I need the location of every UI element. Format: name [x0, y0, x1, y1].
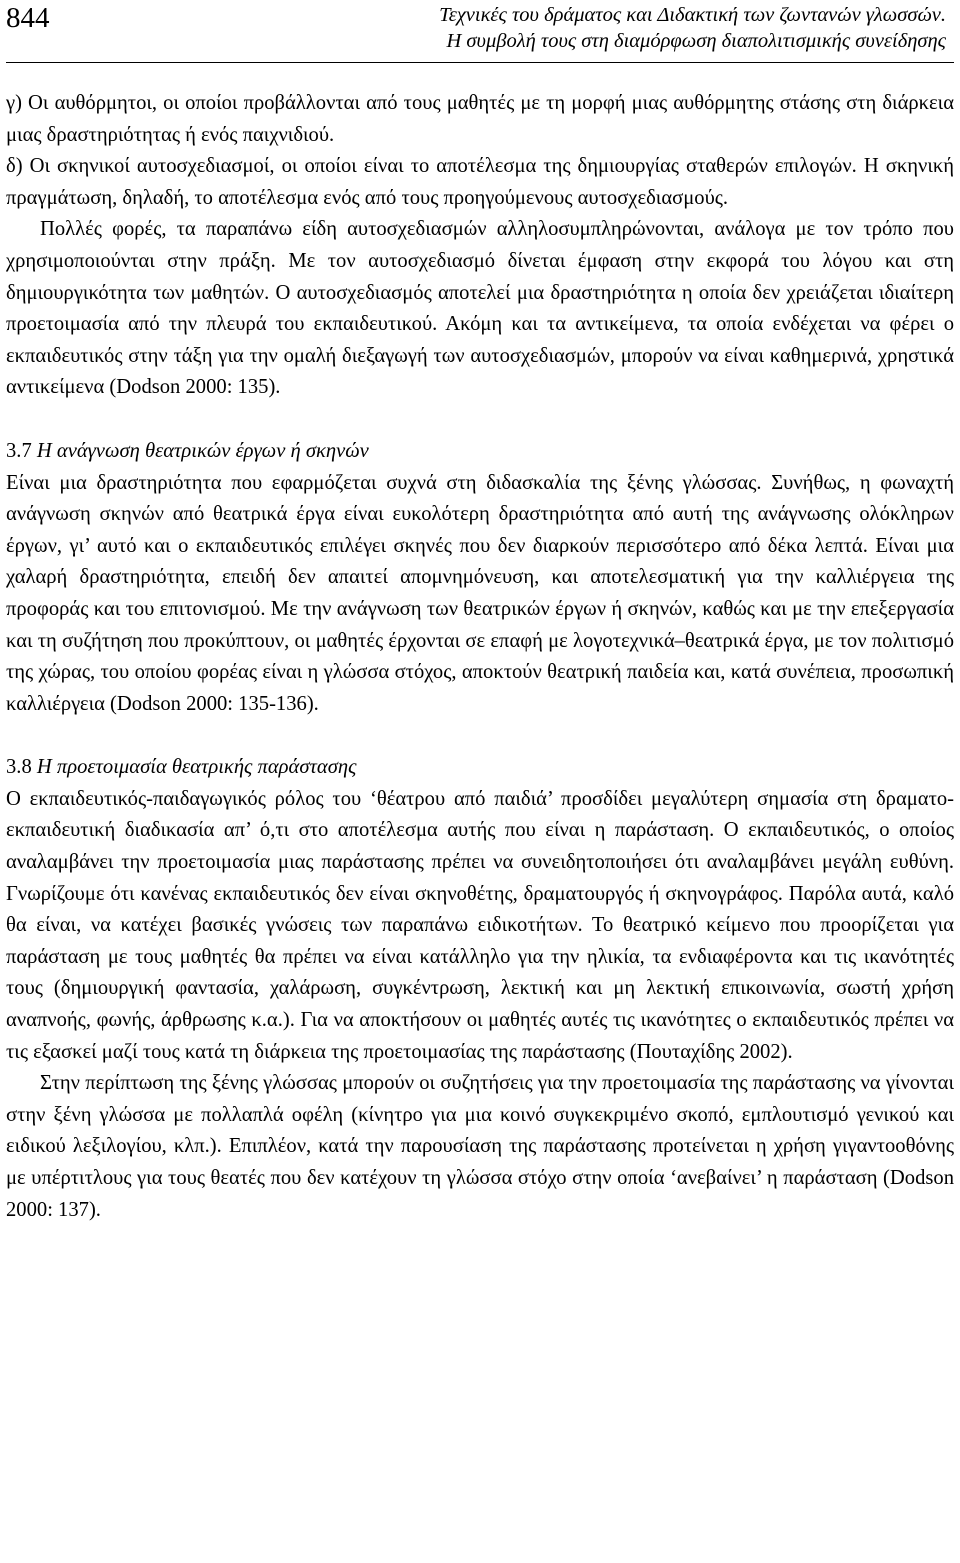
section-number: 3.7: [6, 439, 32, 462]
running-header-line-1: Τεχνικές του δράματος και Διδακτική των ζωντανών γλωσσών.: [439, 4, 946, 26]
section-heading-3-8: [6, 752, 954, 784]
paragraph-preparation: Ο εκπαιδευτικός-παιδαγωγικός ρόλος του ‘θέατρου από παιδιά’ προσδίδει μεγαλύτερη σημασία στη δραματο-εκπαιδευτική διαδικασία απ’ ό,τι στο αποτέλεσμα αυτής που είναι η παράσταση. Ο εκπαιδευτικός, ο οποίος αναλαμβάνει την προετοιμασία μιας παράστασης πρέπει να συνειδητοποιήσει ότι αναλαμβάνει μεγάλη ευθύνη. Γνωρίζουμε ότι κανένας εκπαιδευτικός δεν είναι σκηνοθέτης, δραματουργός ή σκηνογράφος. Παρόλα αυτά, καλό θα είναι, να κατέχει βασικές γνώσεις των παραπάνω ειδικοτήτων. Το θεατρικό κείμενο που προορίζεται για παράσταση με τους μαθητές θα πρέπει να είναι κατάλληλο για την ηλικία, τα ενδιαφέροντα και τις ικανότητές τους (δημιουργική φαντασία, χαλάρωση, συγκέντρωση, λεκτική και μη λεκτική επικοινωνία, σωστή χρήση αναπνοής, φωνής, άρθρωσης κ.α.). Για να αποκτήσουν οι μαθητές αυτές τις ικανότητες ο εκπαιδευτικός πρέπει να τις εξασκεί μαζί τους κατά τη διάρκεια της προετοιμασίας της παράστασης (Πουταχίδης 2002).: [6, 787, 954, 1063]
paragraph-delta: δ) Οι σκηνικοί αυτοσχεδιασμοί, οι οποίοι είναι το αποτέλεσμα της δημιουργίας σταθερών επιλογών. Η σκηνική πραγμάτωση, δηλαδή, το αποτέλεσμα ενός από τους προηγούμενους αυτοσχεδιασμούς.: [6, 155, 954, 209]
page-number: 844: [6, 2, 50, 34]
paragraph-gamma: γ) Οι αυθόρμητοι, οι οποίοι προβάλλονται από τους μαθητές με τη μορφή μιας αυθόρμητης στάσης στη διάρκεια μιας δραστηριότητας ή ενός παιχνιδιού.: [6, 92, 954, 146]
body-text: [6, 88, 954, 1226]
header-rule: [6, 62, 954, 63]
spacer: [6, 720, 954, 752]
section-number: 3.8: [6, 756, 32, 779]
running-header-line-2: Η συμβολή τους στη διαμόρφωση διαπολιτισμικής συνείδησης: [446, 30, 946, 52]
running-header: [266, 2, 946, 54]
section-title: Η προετοιμασία θεατρικής παράστασης: [36, 756, 357, 779]
paragraph-reading: Είναι μια δραστηριότητα που εφαρμόζεται συχνά στη διδασκαλία της ξένης γλώσσας. Συνήθως, η φωναχτή ανάγνωση σκηνών από θεατρικά έργα είναι ευκολότερη δραστηριότητα από αυτή της ανάγνωσης ολόκληρων έργων, γι’ αυτό και ο εκπαιδευτικός επιλέγει σκηνές που δεν διαρκούν περισσότερο από δέκα λεπτά. Είναι μια χαλαρή δραστηριότητα, επειδή δεν απαιτεί απομνημόνευση, και αποτελεσματική για την καλλιέργεια της προφοράς και του επιτονισμού. Με την ανάγνωση των θεατρικών έργων ή σκηνών, καθώς και με την επεξεργασία και τη συζήτηση που προκύπτουν, οι μαθητές έρχονται σε επαφή με λογοτεχνικά–θεατρικά έργα, με τον πολιτισμό της χώρας, του οποίου φορέας είναι η γλώσσα στόχος, αποκτούν θεατρική παιδεία και, κατά συνέπεια, προσωπική καλλιέργεια (Dodson 2000: 135-136).: [6, 471, 954, 715]
section-heading-3-7: [6, 436, 954, 468]
paragraph-improvisation-types: Πολλές φορές, τα παραπάνω είδη αυτοσχεδιασμών αλληλοσυμπληρώνονται, ανάλογα με τον τρόπο που χρησιμοποιούνται στην πράξη. Με τον αυτοσχεδιασμό δίνεται έμφαση στην εκφορά του λόγου και στη δημιουργικότητα των μαθητών. Ο αυτοσχεδιασμός αποτελεί μια δραστηριότητα η οποία δεν χρειάζεται ιδιαίτερη προετοιμασία από την πλευρά του εκπαιδευτικού. Ακόμη και τα αντικείμενα, τα οποία ενδέχεται να φέρει ο εκπαιδευτικός στην τάξη για την ομαλή διεξαγωγή των αυτοσχεδιασμών, μπορούν να είναι καθημερινά, χρηστικά αντικείμενα (Dodson 2000: 135).: [6, 218, 954, 399]
spacer: [6, 404, 954, 436]
section-title: Η ανάγνωση θεατρικών έργων ή σκηνών: [36, 439, 369, 462]
paragraph-foreign-language: Στην περίπτωση της ξένης γλώσσας μπορούν οι συζητήσεις για την προετοιμασία της παράστασης να γίνονται στην ξένη γλώσσα με πολλαπλά οφέλη (κίνητρο για μια κοινό συγκεκριμένο σκοπό, εμπλουτισμό γενικού και ειδικού λεξιλογίου, κλπ.). Επιπλέον, κατά την παρουσίαση της παράστασης προτείνεται η χρήση γιγαντοοθόνης με υπέρτιτλους για τους θεατές που δεν κατέχουν τη γλώσσα στόχο στην οποία ‘ανεβαίνει’ η παράσταση (Dodson 2000: 137).: [6, 1072, 954, 1221]
